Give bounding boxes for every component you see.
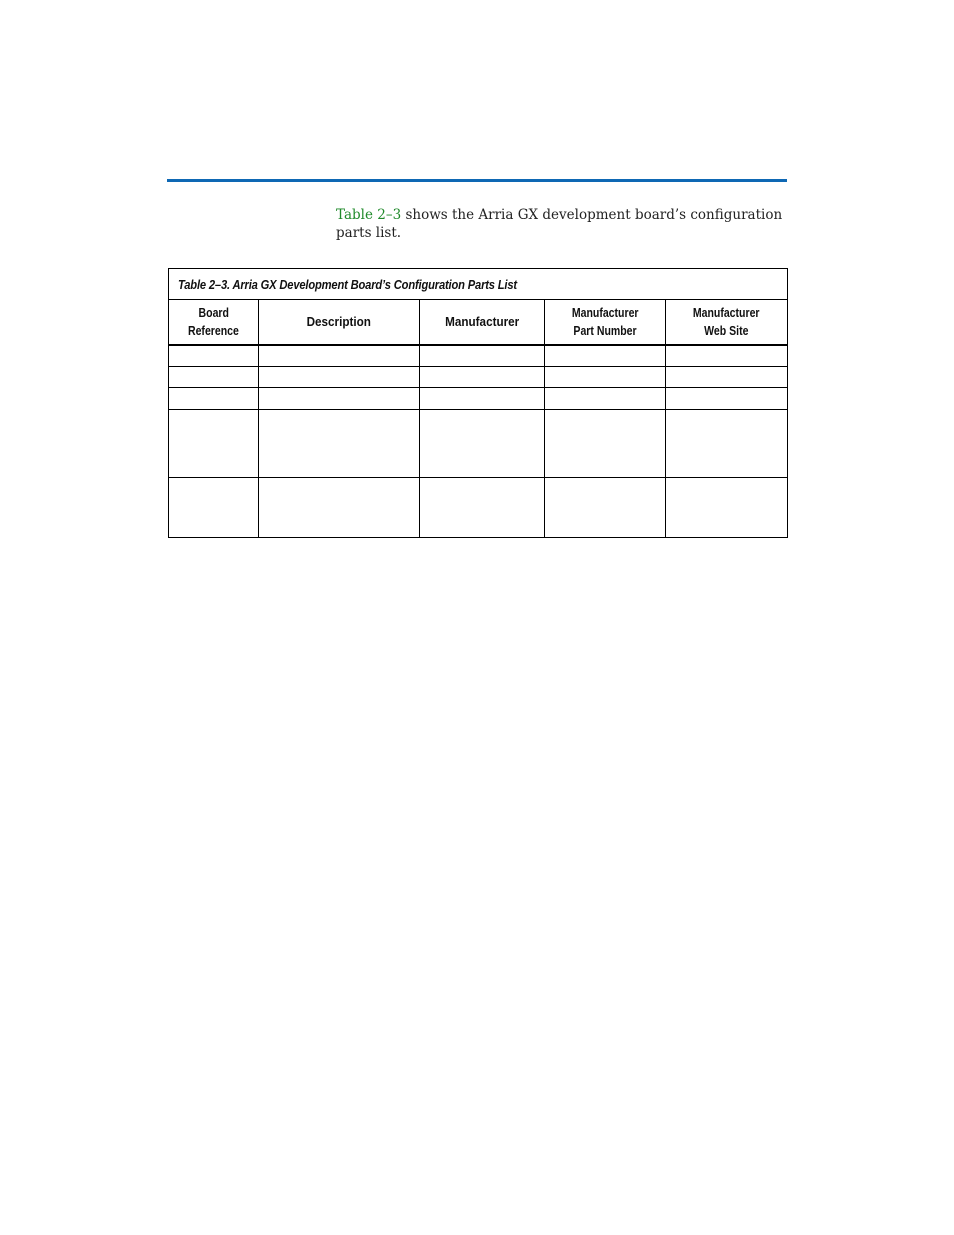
table-title-row bbox=[169, 269, 788, 300]
table-cell bbox=[545, 345, 666, 367]
table-cell bbox=[666, 367, 788, 388]
column-header-manufacturer-part-number: Manufacturer Part Number bbox=[545, 300, 666, 346]
table-cell bbox=[259, 345, 420, 367]
column-header-description: Description bbox=[259, 300, 420, 346]
table-cell bbox=[666, 410, 788, 478]
table-cell bbox=[545, 478, 666, 538]
column-header-manufacturer: Manufacturer bbox=[420, 300, 545, 346]
table-row bbox=[169, 478, 788, 538]
table-cell bbox=[545, 410, 666, 478]
intro-paragraph bbox=[336, 207, 786, 242]
table-cell bbox=[259, 478, 420, 538]
column-header-manufacturer-web-site: Manufacturer Web Site bbox=[666, 300, 788, 346]
table-cell bbox=[545, 388, 666, 410]
table-cell bbox=[259, 410, 420, 478]
table-row bbox=[169, 388, 788, 410]
table-cell bbox=[259, 367, 420, 388]
table-row bbox=[169, 410, 788, 478]
header-rule bbox=[167, 179, 787, 182]
table-cell bbox=[420, 478, 545, 538]
table-cell bbox=[545, 367, 666, 388]
table-cross-reference-link[interactable]: Table 2–3 bbox=[336, 207, 402, 223]
table-cell bbox=[169, 410, 259, 478]
intro-text: shows the Arria GX development board’s configuration parts list. bbox=[336, 207, 783, 241]
table-cell bbox=[666, 345, 788, 367]
table-title: Table 2–3. Arria GX Development Board’s Configuration Parts List bbox=[169, 269, 788, 300]
table-cell bbox=[169, 345, 259, 367]
table-cell bbox=[666, 388, 788, 410]
table-cell bbox=[169, 478, 259, 538]
table-cell bbox=[420, 388, 545, 410]
table-cell bbox=[420, 410, 545, 478]
table-row bbox=[169, 345, 788, 367]
table-cell bbox=[666, 478, 788, 538]
table-cell bbox=[259, 388, 420, 410]
table-cell bbox=[420, 367, 545, 388]
table-cell bbox=[169, 388, 259, 410]
table-cell bbox=[169, 367, 259, 388]
configuration-parts-table bbox=[168, 268, 788, 538]
column-header-board-reference: Board Reference bbox=[169, 300, 259, 346]
table-row bbox=[169, 367, 788, 388]
table-cell bbox=[420, 345, 545, 367]
table-header-row bbox=[169, 300, 788, 346]
